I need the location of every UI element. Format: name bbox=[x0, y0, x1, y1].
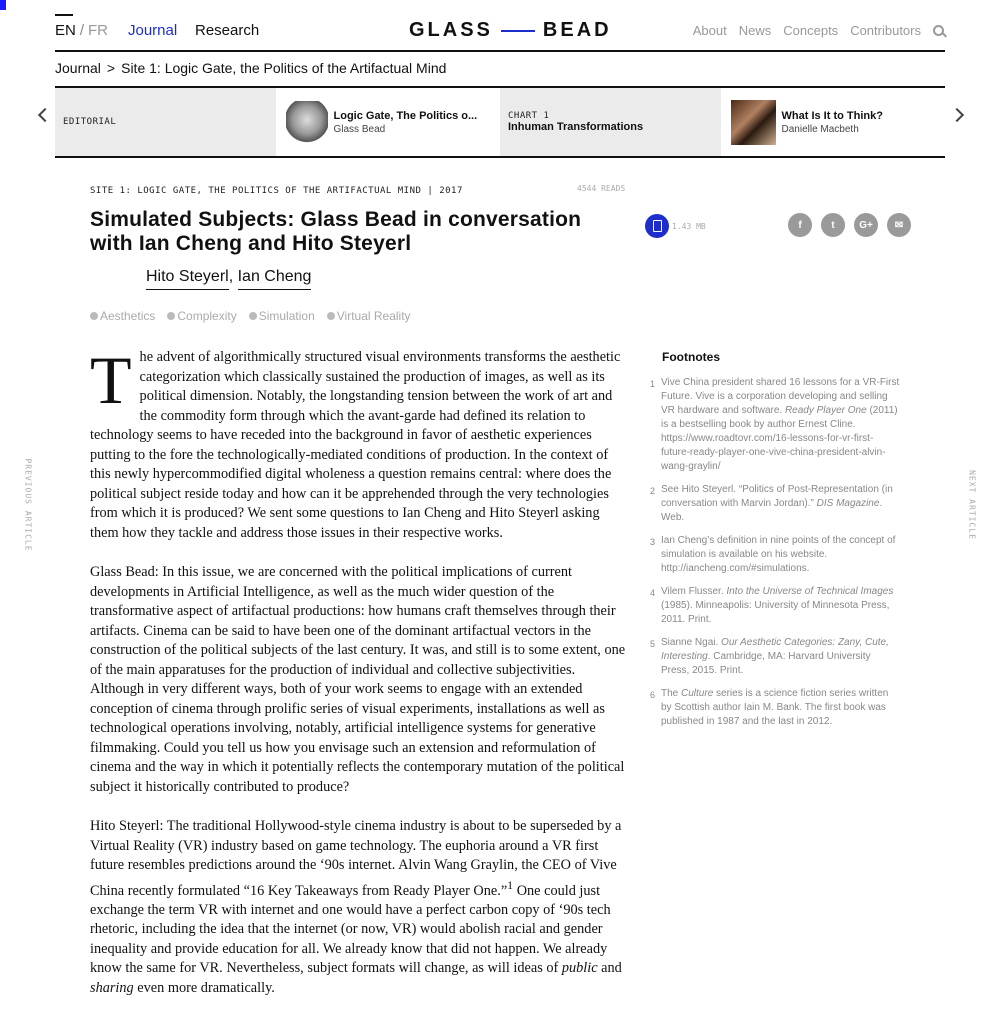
carousel-prev-arrow-icon[interactable] bbox=[38, 108, 52, 122]
speaker-label: Hito Steyerl: bbox=[90, 818, 164, 834]
pdf-file-size: 1.43 MB bbox=[672, 222, 706, 231]
footnote-number: 5 bbox=[650, 639, 656, 649]
nav-concepts-link[interactable]: Concepts bbox=[783, 23, 839, 38]
previous-article-link[interactable]: PREVIOUS ARTICLE bbox=[23, 458, 33, 552]
footnote-italic: DIS Magazine bbox=[816, 498, 880, 509]
footnote-number: 2 bbox=[650, 486, 656, 496]
site-header bbox=[55, 0, 945, 52]
lang-separator: / bbox=[79, 22, 85, 39]
breadcrumb-separator: > bbox=[106, 60, 116, 76]
footnote-italic: Ready Player One bbox=[784, 405, 867, 416]
footnote-text: Ian Cheng’s definition in nine points of the concept of simulation is available on his website. http://iancheng.com/#simulations. bbox=[661, 535, 896, 574]
footnotes-list bbox=[650, 376, 900, 738]
carousel-next-arrow-icon[interactable] bbox=[950, 108, 964, 122]
next-article-link[interactable]: NEXT ARTICLE bbox=[967, 470, 977, 540]
answer-text: One could just exchange the term VR with internet and one would have a perfect carbon copy of ‘90s tech rhetoric, including the idea that the internet (or now, VR) would abolish racial and gender inequality and provide education for all. We already know that did not happen. We already know the same for VR. Nevertheless, subject formats will change, as will ideas of bbox=[90, 882, 611, 977]
email-icon[interactable]: ✉ bbox=[887, 213, 911, 237]
footnote-text: (1985). Minneapolis: University of Minnesota Press, 2011. Print. bbox=[661, 600, 890, 625]
twitter-icon[interactable]: t bbox=[821, 213, 845, 237]
drop-cap: T bbox=[90, 342, 132, 418]
footnote-item bbox=[650, 636, 900, 678]
language-switcher bbox=[55, 22, 108, 39]
footnote-italic: Into the Universe of Technical Images bbox=[726, 586, 894, 597]
lang-en-link[interactable]: EN bbox=[55, 22, 76, 39]
nav-about-link[interactable]: About bbox=[692, 23, 727, 38]
author-separator: , bbox=[228, 268, 234, 285]
logo-bar bbox=[501, 30, 535, 32]
footnote-item bbox=[650, 687, 900, 729]
tag-simulation[interactable]: Simulation bbox=[249, 309, 315, 323]
footnote-item bbox=[650, 534, 900, 576]
speaker-label: Glass Bead: bbox=[90, 564, 159, 580]
nav-research-link[interactable]: Research bbox=[195, 22, 260, 39]
footnote-italic: Our Aesthetic Categories: Zany, Cute, Interesting bbox=[661, 637, 889, 662]
related-carousel bbox=[55, 86, 945, 158]
logo-left-text: GLASS bbox=[409, 19, 493, 41]
footnotes-title: Footnotes bbox=[662, 350, 720, 364]
footnote-text: The bbox=[661, 688, 682, 699]
breadcrumb-journal-link[interactable]: Journal bbox=[55, 60, 101, 76]
intro-paragraph bbox=[90, 342, 630, 543]
answer-text: and bbox=[597, 960, 622, 977]
article-body bbox=[90, 342, 630, 1018]
carousel-item-editorial[interactable] bbox=[55, 88, 276, 156]
article-title: Simulated Subjects: Glass Bead in conversation with Ian Cheng and Hito Steyerl bbox=[90, 208, 582, 255]
footnote-ref-1[interactable]: 1 bbox=[507, 877, 514, 892]
carousel-item-subtitle: Glass Bead bbox=[333, 123, 386, 135]
tag-complexity[interactable]: Complexity bbox=[167, 309, 236, 323]
footnote-number: 6 bbox=[650, 690, 656, 700]
footnote-text: Vive China president shared 16 lessons for a VR-First Future. Vive is a corporation developing and selling VR hardware and software. bbox=[661, 377, 900, 416]
carousel-item-title: Inhuman Transformations bbox=[508, 121, 644, 133]
secondary-nav bbox=[693, 23, 945, 38]
footnote-text: Vilem Flusser. bbox=[661, 586, 727, 597]
footnote-item bbox=[650, 483, 900, 525]
emphasis-public: public bbox=[561, 960, 598, 977]
author-link-cheng[interactable]: Ian Cheng bbox=[238, 268, 312, 290]
footnote-number: 4 bbox=[650, 588, 656, 598]
skull-thumbnail bbox=[286, 101, 328, 143]
lang-fr-link[interactable]: FR bbox=[88, 22, 109, 39]
read-count: 4544 READS bbox=[577, 184, 626, 193]
intro-text: he advent of algorithmically structured visual environments transforms the aesthetic categorization which classically sustained the production of images, as well as its political dimension. Notably, the longstanding tension between the work of art and the commodity form through which the avant-garde had defined its relation to technology seems to have receded into the background in favor of aesthetic experiences putting to the fore the technologically-mediated conditions of production. In the context of this newly hypercommodified digital wholeness a question remains central: where does the political subject reside today and how can it be apprehended through the very technologies from which it is produced? We sent some questions to Ian Cheng and Hito Steyerl asking them how they tackle and address those issues in their respective works. bbox=[90, 349, 621, 541]
carousel-item-title: What Is It to Think? bbox=[781, 109, 883, 122]
carousel-item-label: CHART 1 bbox=[508, 111, 550, 121]
share-buttons bbox=[788, 213, 911, 237]
pdf-download-icon[interactable] bbox=[645, 214, 669, 238]
footnote-italic: Culture bbox=[681, 688, 714, 699]
answer-text: The traditional Hollywood-style cinema industry is about to be superseded by a Virtual Reality (VR) industry based on game technology. The euphoria around a VR first future resembles predictions around the ‘90s internet. Alvin Wang Graylin, the CEO of Vive China recently formulated “16 Key Takeaways from Ready Player One.” bbox=[90, 818, 622, 899]
footnote-number: 3 bbox=[650, 537, 656, 547]
footnote-item bbox=[650, 585, 900, 627]
question-text: In this issue, we are concerned with the political implications of current developments in Artificial Intelligence, as well as the much wider question of the transformative aspect of artifactual productions: how humans craft themselves through their artifacts. Cinema can be said to have been one of the dominant artifactual vectors in the construction of the political subjects of the last century. It was, and still is to some extent, one of the main apparatuses for the production of individual and collective subjectivities. Although in very different ways, both of your work seems to engage with an extended conception of cinema through prolific series of visual experiments, installations as well as technological operations involving, notably, artificial intelligence systems for generative filmmaking. Could you tell us how you envisage such an extension and reformulation of cinema and the way in which it potentially reflects the contemporary mutation of the political subject it historically contributed to produce? bbox=[90, 564, 626, 795]
chess-thumbnail bbox=[731, 100, 776, 145]
footnote-text: . Cambridge, MA: Harvard University Press, 2015. Print. bbox=[661, 651, 871, 676]
footnote-text: . Web. bbox=[661, 498, 883, 523]
footnote-number: 1 bbox=[650, 379, 656, 389]
carousel-item-title: Logic Gate, The Politics o... bbox=[333, 109, 478, 122]
footnote-text: series is a science fiction series written by Scottish author Iain M. Bank. The first book was published in 1987 and the last in 2012. bbox=[661, 688, 889, 727]
facebook-icon[interactable]: f bbox=[788, 213, 812, 237]
nav-journal-link[interactable]: Journal bbox=[128, 22, 178, 39]
tag-virtual-reality[interactable]: Virtual Reality bbox=[327, 309, 411, 323]
breadcrumb bbox=[55, 60, 446, 76]
carousel-item-chart[interactable] bbox=[500, 88, 721, 156]
reading-progress-bar bbox=[0, 0, 6, 10]
question-paragraph bbox=[90, 563, 630, 797]
footnote-text: See Hito Steyerl. “Politics of Post-Representation (in conversation with Marvin Jordan).” bbox=[661, 484, 893, 509]
logo-right-text: BEAD bbox=[542, 19, 612, 41]
tag-aesthetics[interactable]: Aesthetics bbox=[90, 309, 155, 323]
answer-paragraph bbox=[90, 817, 630, 998]
article-kicker: SITE 1: LOGIC GATE, THE POLITICS OF THE ARTIFACTUAL MIND | 2017 bbox=[90, 186, 463, 196]
footnote-item bbox=[650, 376, 900, 474]
footnote-text: Sianne Ngai. bbox=[661, 637, 722, 648]
carousel-item-subtitle: Danielle Macbeth bbox=[781, 123, 859, 135]
carousel-item-label: EDITORIAL bbox=[63, 117, 117, 127]
carousel-item-logic-gate[interactable] bbox=[278, 88, 499, 156]
footnote-text: (2011) is a bestselling book by author Ernest Cline. https://www.roadtovr.com/16-lessons-for-vr-first-future-ready-player-one-vive-china-president-alvin-wang-graylin/ bbox=[661, 405, 898, 472]
article-authors bbox=[146, 268, 311, 286]
breadcrumb-current: Site 1: Logic Gate, the Politics of the Artifactual Mind bbox=[121, 60, 447, 76]
site-logo[interactable] bbox=[409, 19, 612, 42]
article-tags bbox=[90, 309, 411, 323]
nav-contributors-link[interactable]: Contributors bbox=[850, 23, 921, 38]
google-plus-icon[interactable]: G+ bbox=[854, 213, 878, 237]
answer-text: even more dramatically. bbox=[133, 979, 275, 996]
nav-news-link[interactable]: News bbox=[738, 23, 772, 38]
carousel-item-think[interactable] bbox=[723, 88, 944, 156]
search-icon[interactable] bbox=[933, 25, 945, 37]
emphasis-sharing: sharing bbox=[90, 979, 134, 996]
author-link-steyerl[interactable]: Hito Steyerl bbox=[146, 268, 229, 290]
